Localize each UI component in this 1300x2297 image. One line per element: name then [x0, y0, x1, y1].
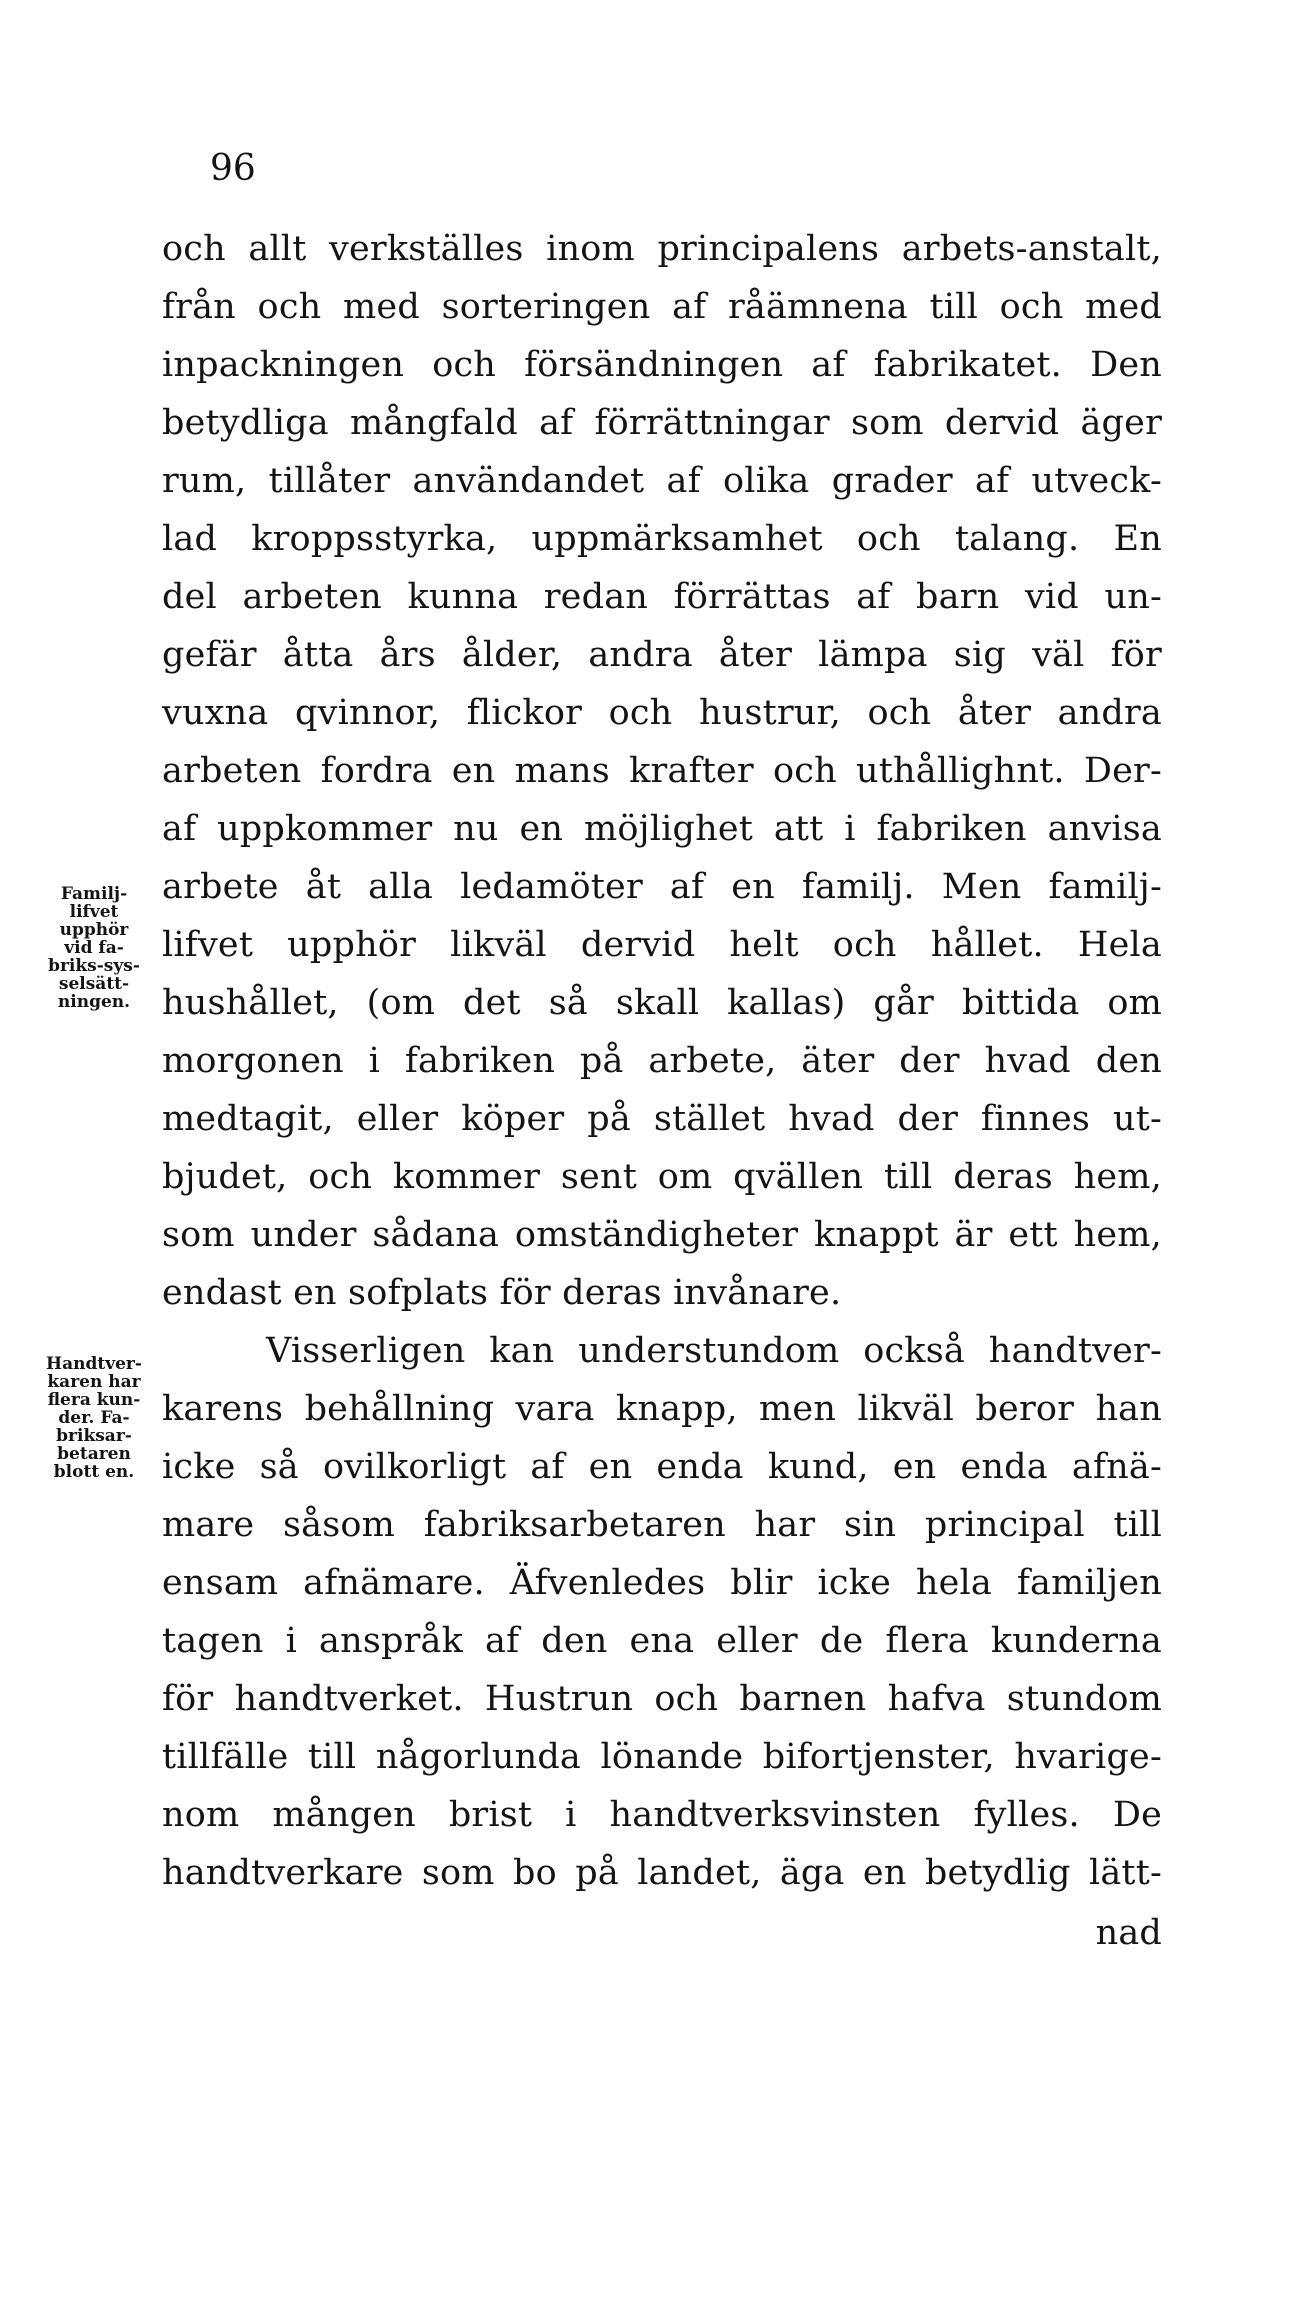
- marginal-note-line: betaren: [57, 1444, 131, 1464]
- text-line: Visserligen kan understundom också handtver-: [266, 1331, 1162, 1371]
- marginal-note-line: blott en.: [53, 1462, 135, 1482]
- marginal-note-line: selsätt-: [58, 974, 130, 994]
- text-line: morgonen i fabriken på arbete, äter der hvad den: [162, 1041, 1162, 1081]
- text-line: nom mången brist i handtverksvinsten fylles. De: [162, 1795, 1162, 1835]
- text-line: icke så ovilkorligt af en enda kund, en enda afnä-: [162, 1447, 1162, 1487]
- marginal-note-line: vid fa-: [64, 938, 124, 958]
- text-line: endast en sofplats för deras invånare.: [162, 1273, 842, 1313]
- marginal-note-line: karen har: [47, 1372, 141, 1392]
- text-line: mare såsom fabriksarbetaren har sin principal till: [162, 1505, 1162, 1545]
- marginal-note-line: flera kun-: [47, 1390, 141, 1410]
- text-line: från och med sorteringen af råämnena till och med: [162, 287, 1162, 327]
- text-line: gefär åtta års ålder, andra åter lämpa sig väl för: [162, 635, 1162, 675]
- marginal-note-line: der. Fa-: [58, 1408, 130, 1428]
- text-line: af uppkommer nu en möjlighet att i fabriken anvisa: [162, 809, 1162, 849]
- text-line: rum, tillåter användandet af olika grader af utveck-: [162, 461, 1162, 501]
- text-line: bjudet, och kommer sent om qvällen till deras hem,: [162, 1157, 1162, 1197]
- text-line: handtverkare som bo på landet, äga en betydlig lätt-: [162, 1853, 1162, 1893]
- marginal-note: [28, 885, 160, 1011]
- text-line: hushållet, (om det så skall kallas) går bittida om: [162, 983, 1162, 1023]
- marginal-note-line: briks-sys-: [48, 956, 140, 976]
- text-line: tillfälle till någorlunda lönande bifortjenster, hvarige-: [162, 1737, 1162, 1777]
- text-line: arbeten fordra en mans krafter och uthållighnt. Der-: [162, 751, 1162, 791]
- text-line: vuxna qvinnor, flickor och hustrur, och åter andra: [162, 693, 1162, 733]
- page-number: 96: [210, 148, 256, 189]
- marginal-note: [28, 1355, 160, 1481]
- text-line: som under sådana omständigheter knappt är ett hem,: [162, 1215, 1162, 1255]
- text-line: karens behållning vara knapp, men likväl beror han: [162, 1389, 1162, 1429]
- text-line: betydliga mångfald af förrättningar som dervid äger: [162, 403, 1162, 443]
- marginal-note-line: upphör: [59, 920, 129, 940]
- marginal-note-line: lifvet: [69, 902, 119, 922]
- catchword: nad: [1095, 1913, 1162, 1953]
- text-line: lad kroppsstyrka, uppmärksamhet och talang. En: [162, 519, 1162, 559]
- marginal-note-line: Handtver-: [46, 1354, 142, 1374]
- text-line: arbete åt alla ledamöter af en familj. Men familj-: [162, 867, 1162, 907]
- text-line: tagen i anspråk af den ena eller de flera kunderna: [162, 1621, 1162, 1661]
- text-line: ensam afnämare. Äfvenledes blir icke hela familjen: [162, 1563, 1162, 1603]
- text-line: inpackningen och försändningen af fabrikatet. Den: [162, 345, 1162, 385]
- marginal-note-line: ningen.: [57, 992, 131, 1012]
- text-line: medtagit, eller köper på stället hvad der finnes ut-: [162, 1099, 1162, 1139]
- text-line: och allt verkställes inom principalens arbets-anstalt,: [162, 229, 1162, 269]
- marginal-note-line: Familj-: [60, 884, 128, 904]
- text-line: för handtverket. Hustrun och barnen hafva stundom: [162, 1679, 1162, 1719]
- text-line: del arbeten kunna redan förrättas af barn vid un-: [162, 577, 1162, 617]
- marginal-note-line: briksar-: [56, 1426, 132, 1446]
- text-line: lifvet upphör likväl dervid helt och hållet. Hela: [162, 925, 1162, 965]
